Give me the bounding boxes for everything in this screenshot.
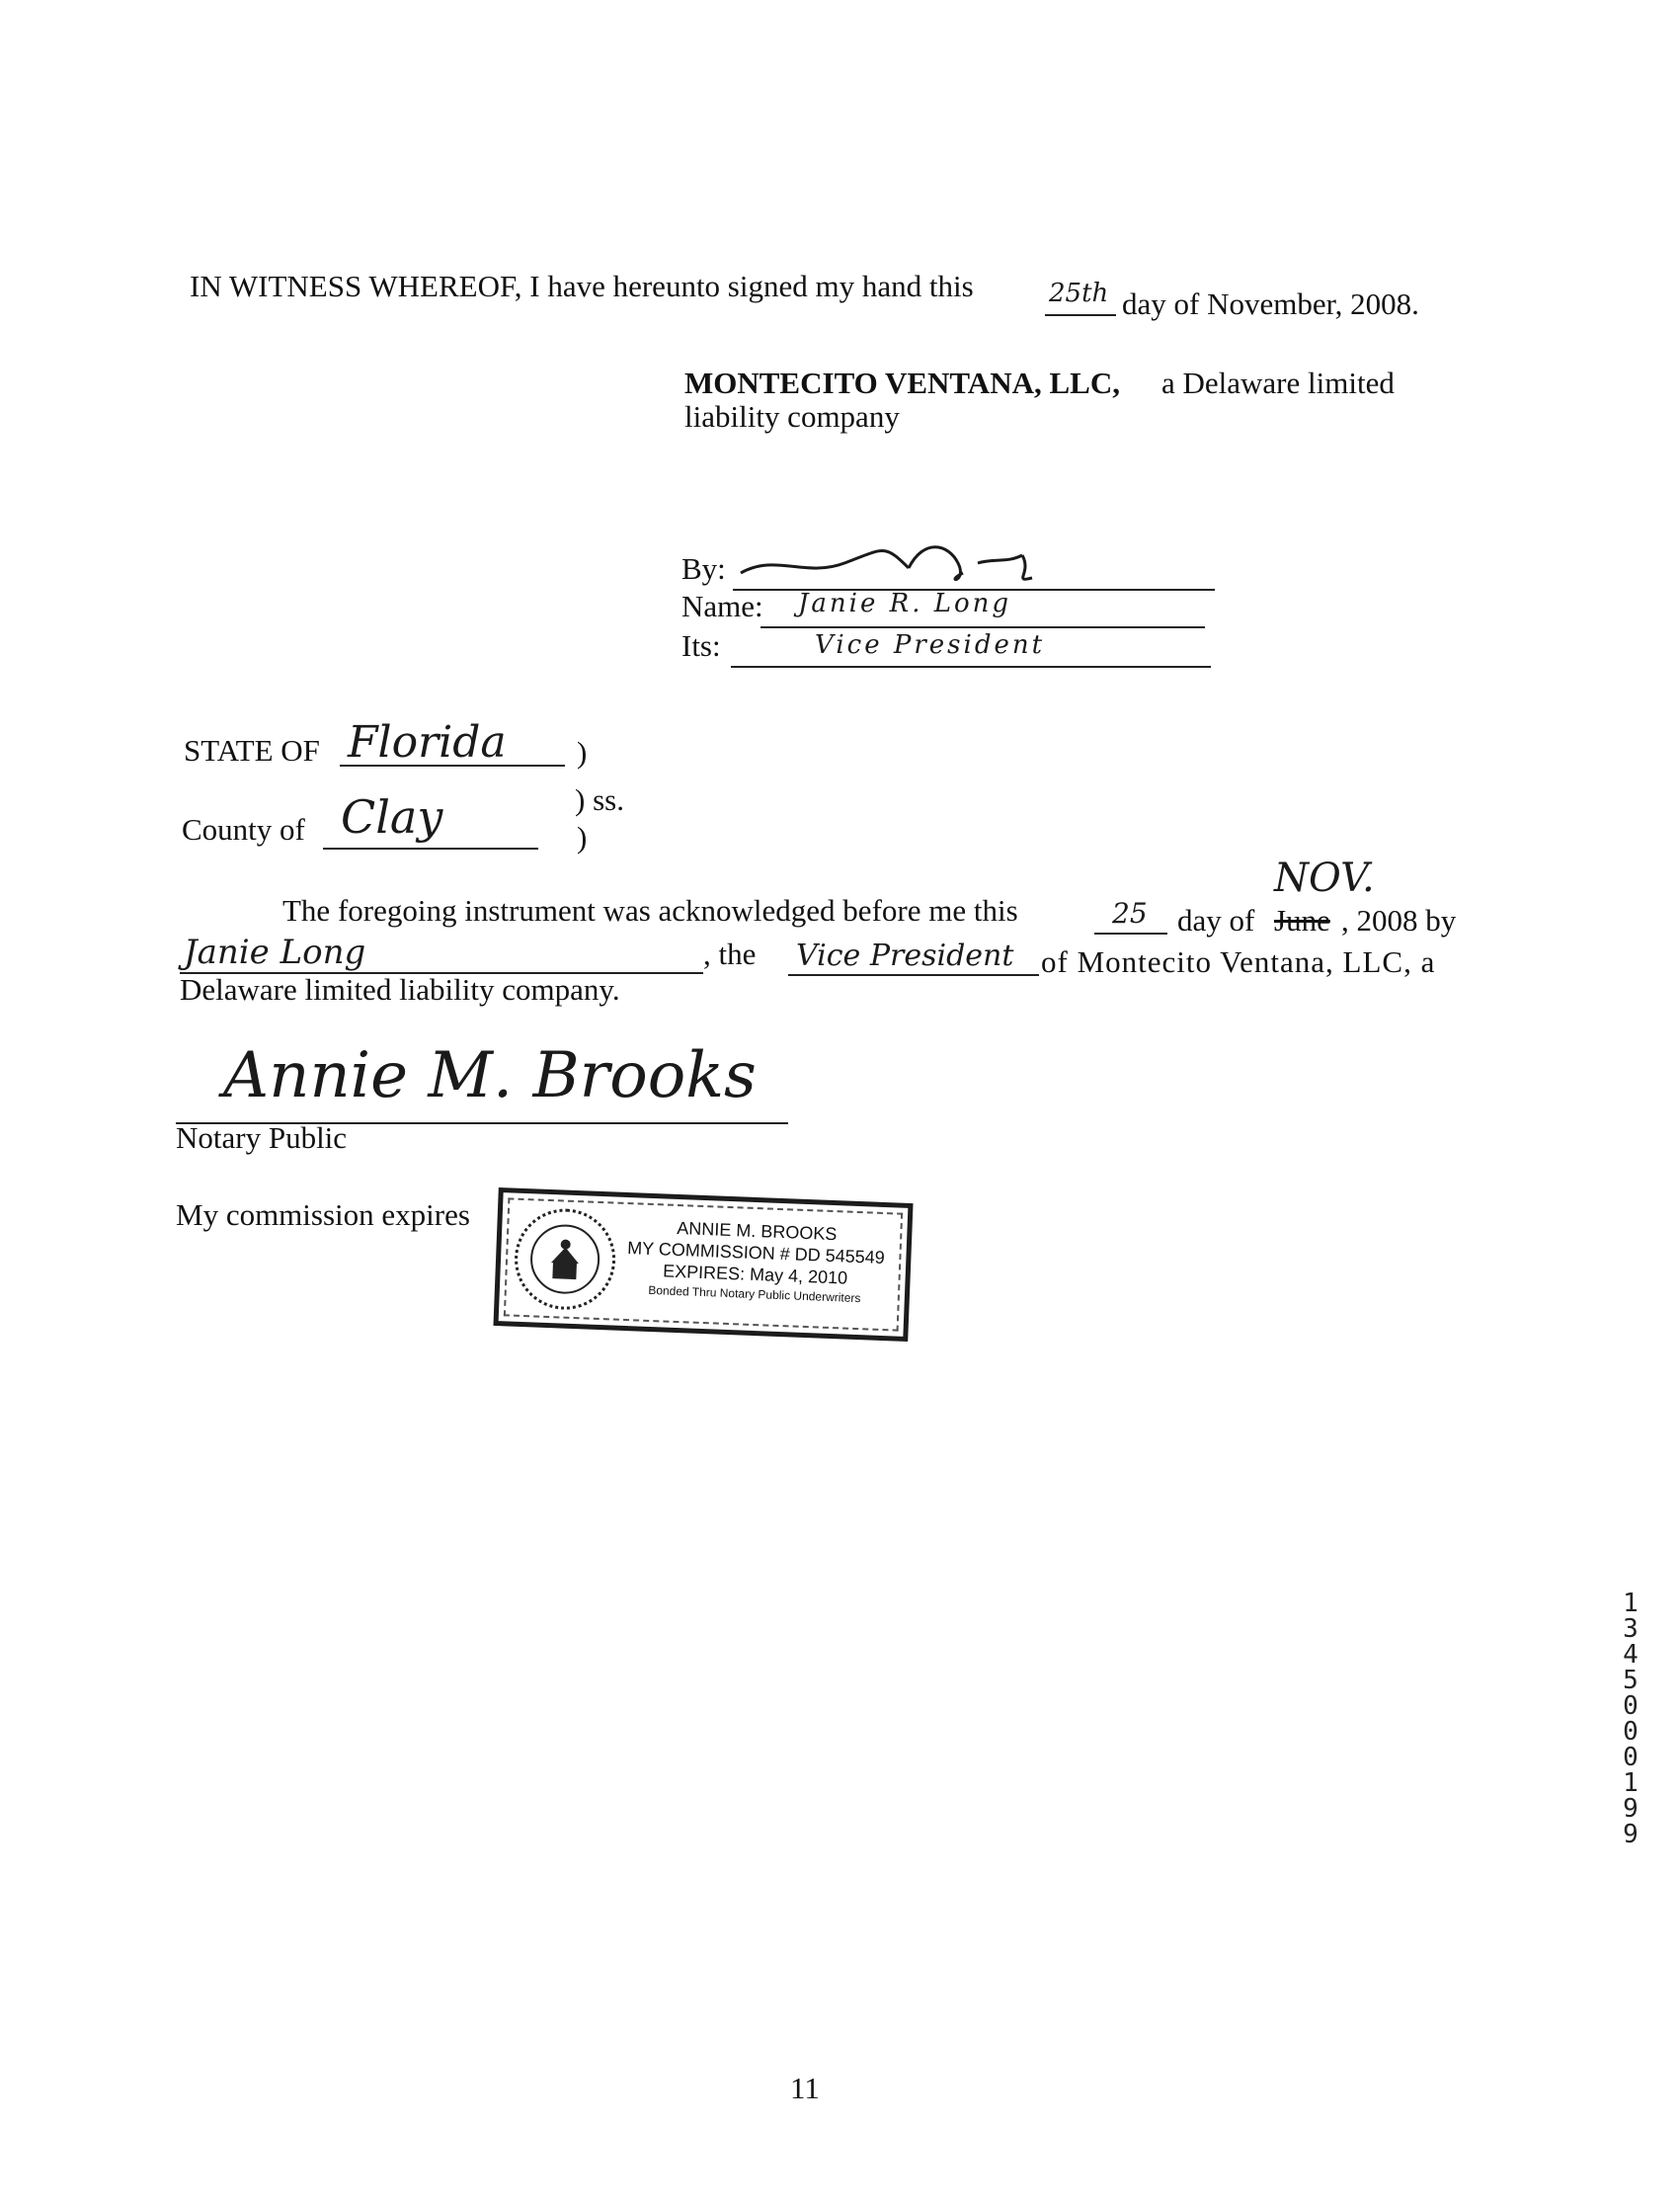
its-rule [731, 666, 1211, 668]
company-name: MONTECITO VENTANA, LLC, [684, 366, 1120, 400]
witness-day-handwritten: 25th [1049, 279, 1109, 308]
witness-suffix: day of November, 2008. [1122, 286, 1419, 321]
its-label: Its: [681, 628, 721, 663]
notary-seal-icon [513, 1207, 617, 1312]
name-value-handwritten: Janie R. Long [798, 589, 1012, 618]
name-label: Name: [681, 589, 763, 623]
ack-day-handwritten: 25 [1112, 897, 1148, 930]
county-value-handwritten: Clay [341, 790, 443, 844]
stamp-line-1: ANNIE M. BROOKS [677, 1217, 838, 1245]
county-rule [323, 848, 538, 850]
ack-day-of: day of [1177, 903, 1255, 938]
ack-line1-prefix: The foregoing instrument was acknowledged before me this [282, 893, 1018, 928]
its-value-handwritten: Vice President [815, 630, 1046, 660]
ack-day-rule [1094, 933, 1167, 935]
officer-signature [736, 533, 1072, 589]
ack-title-handwritten: Vice President [796, 939, 1014, 973]
venue-paren-ss: ) ss. [575, 782, 624, 817]
ack-month-handwritten: NOV. [1274, 856, 1375, 901]
stamp-line-2: MY COMMISSION # DD 545549 [626, 1238, 886, 1268]
venue-paren-1: ) [577, 735, 588, 770]
notary-signature: Annie M. Brooks [223, 1039, 757, 1112]
stamp-line-3: EXPIRES: May 4, 2010 [662, 1261, 848, 1288]
page-number: 11 [790, 2071, 820, 2105]
state-rule [340, 765, 565, 767]
witness-prefix: IN WITNESS WHEREOF, I have hereunto signed my hand this [190, 269, 974, 303]
ack-signer-handwritten: Janie Long [184, 933, 366, 972]
ack-title-rule [788, 974, 1039, 976]
ack-the-label: , the [703, 937, 757, 971]
ack-year-by: , 2008 by [1341, 903, 1457, 938]
state-label: STATE OF [184, 733, 320, 768]
company-desc-line1: a Delaware limited [1161, 366, 1395, 400]
stamp-line-4: Bonded Thru Notary Public Underwriters [648, 1282, 861, 1306]
witness-day-rule [1045, 314, 1116, 316]
state-value-handwritten: Florida [348, 717, 507, 768]
ack-month-struck: June [1274, 903, 1330, 938]
name-rule [760, 626, 1205, 628]
county-label: County of [182, 812, 305, 847]
venue-paren-3: ) [577, 820, 588, 855]
notary-stamp [493, 1187, 913, 1342]
commission-label: My commission expires [176, 1197, 470, 1232]
side-document-number: 1 3 4 5 0 0 0 1 9 9 [1623, 1589, 1639, 1849]
ack-of-company: of Montecito Ventana, LLC, a [1041, 944, 1436, 979]
by-label: By: [681, 551, 726, 586]
ack-line3: Delaware limited liability company. [180, 972, 620, 1007]
company-desc-line2: liability company [684, 399, 900, 434]
notary-label: Notary Public [176, 1120, 348, 1155]
